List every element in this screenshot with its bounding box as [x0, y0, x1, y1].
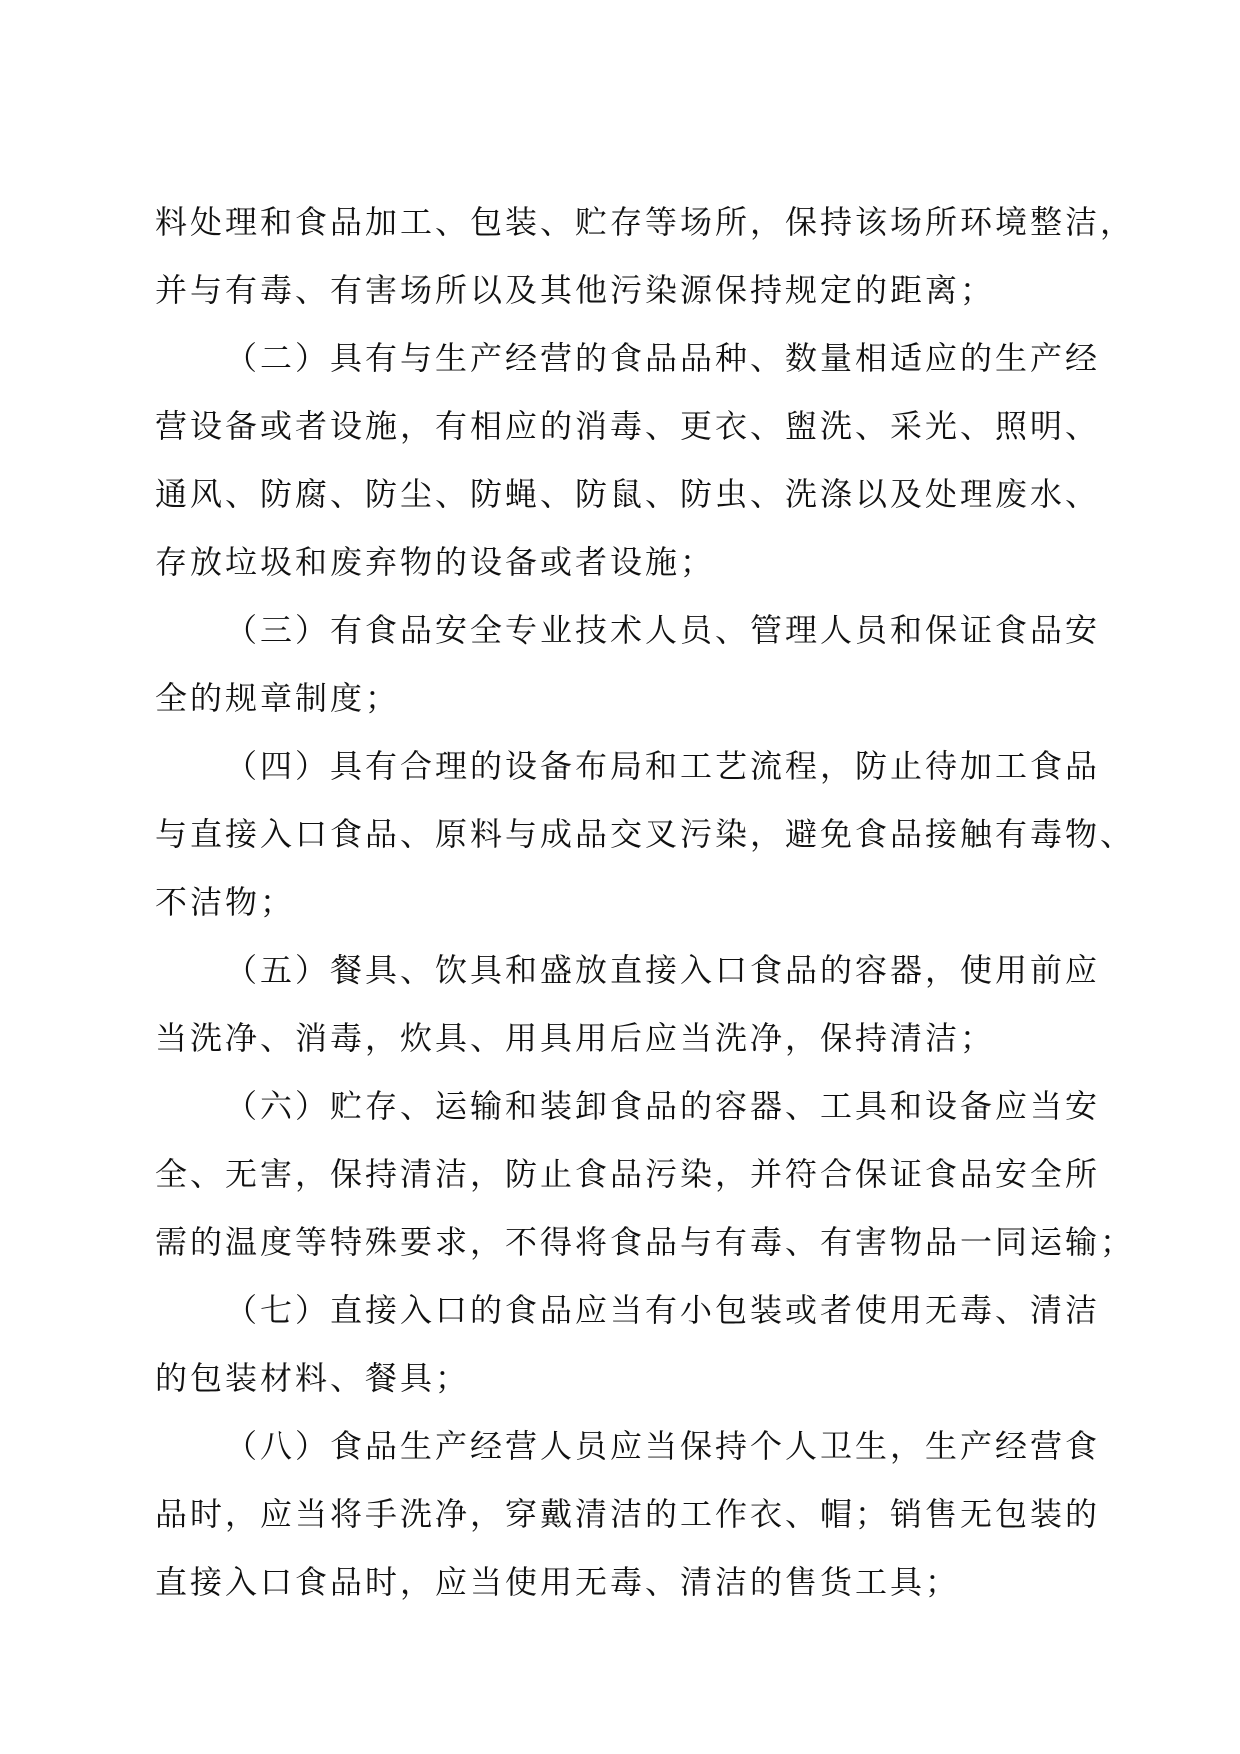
text-line: （六）贮存、运输和装卸食品的容器、工具和设备应当安	[225, 1087, 1101, 1125]
text-line: （四）具有合理的设备布局和工艺流程，防止待加工食品	[225, 747, 1101, 785]
text-line: 料处理和食品加工、包装、贮存等场所，保持该场所环境整洁，	[155, 203, 1136, 241]
text-line: （七）直接入口的食品应当有小包装或者使用无毒、清洁	[225, 1291, 1101, 1329]
text-line: （五）餐具、饮具和盛放直接入口食品的容器，使用前应	[225, 951, 1101, 989]
text-line: 存放垃圾和废弃物的设备或者设施；	[155, 543, 716, 581]
text-line: 营设备或者设施，有相应的消毒、更衣、盥洗、采光、照明、	[155, 407, 1101, 445]
text-line: 全、无害，保持清洁，防止食品污染，并符合保证食品安全所	[155, 1155, 1101, 1193]
text-line: 当洗净、消毒，炊具、用具用后应当洗净，保持清洁；	[155, 1019, 996, 1057]
text-line: 并与有毒、有害场所以及其他污染源保持规定的距离；	[155, 271, 996, 309]
text-line: 需的温度等特殊要求，不得将食品与有毒、有害物品一同运输；	[155, 1223, 1136, 1261]
text-line: （三）有食品安全专业技术人员、管理人员和保证食品安	[225, 611, 1101, 649]
text-line: 不洁物；	[155, 883, 296, 921]
text-line: （八）食品生产经营人员应当保持个人卫生，生产经营食	[225, 1427, 1101, 1465]
text-line: 通风、防腐、防尘、防蝇、防鼠、防虫、洗涤以及处理废水、	[155, 475, 1101, 513]
text-line: （二）具有与生产经营的食品品种、数量相适应的生产经	[225, 339, 1101, 377]
text-line: 直接入口食品时，应当使用无毒、清洁的售货工具；	[155, 1563, 961, 1601]
text-line: 品时，应当将手洗净，穿戴清洁的工作衣、帽；销售无包装的	[155, 1495, 1101, 1533]
text-line: 的包装材料、餐具；	[155, 1359, 471, 1397]
document-body	[155, 188, 1136, 1616]
text-line: 全的规章制度；	[155, 679, 401, 717]
text-line: 与直接入口食品、原料与成品交叉污染，避免食品接触有毒物、	[155, 815, 1136, 853]
